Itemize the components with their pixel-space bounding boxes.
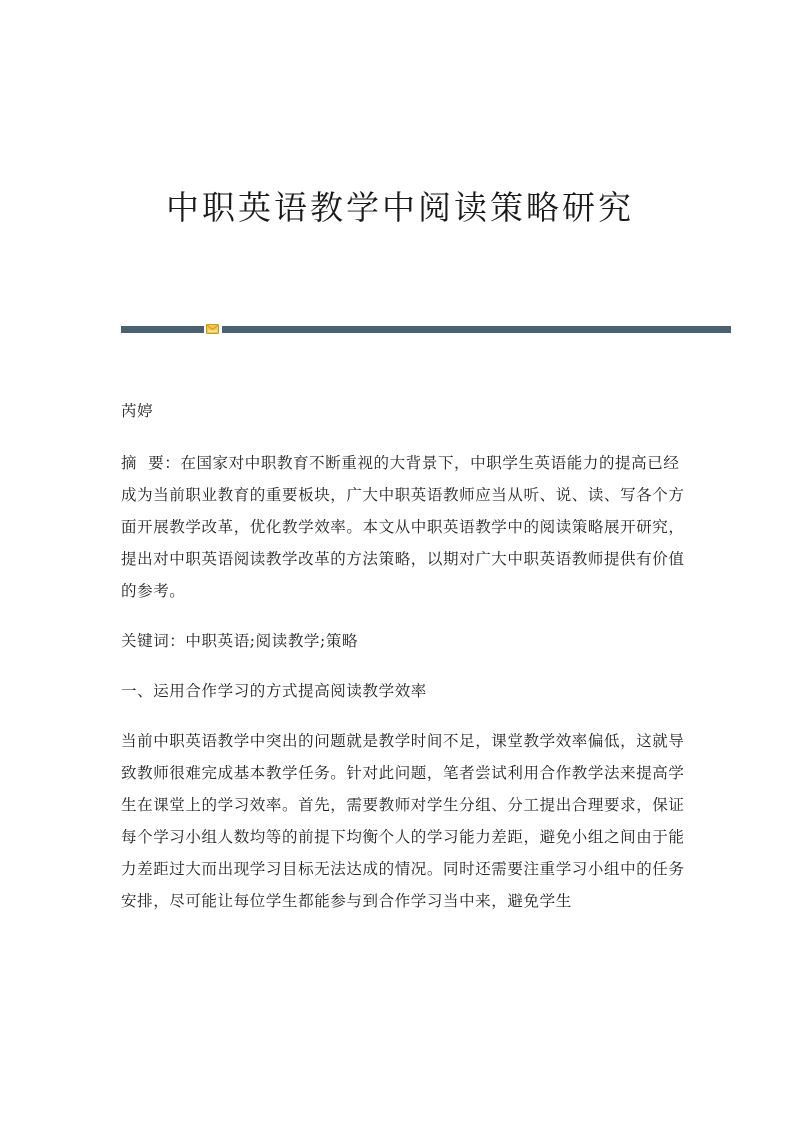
document-body [121, 395, 686, 936]
section-body-paragraph: 当前中职英语教学中突出的问题就是教学时间不足，课堂教学效率偏低，这就导致教师很难完成基本教学任务。针对此问题，笔者尝试利用合作教学法来提高学生在课堂上的学习效率。首先，需要教师对学生分组、分工提出合理要求，保证每个学习小组人数均等的前提下均衡个人的学习能力差距，避免小组之间由于能力差距过大而出现学习目标无法达成的情况。同时还需要注重学习小组中的任务安排，尽可能让每位学生都能参与到合作学习当中来，避免学生 [121, 732, 685, 910]
envelope-icon [206, 324, 219, 334]
keywords-label: 关键词： [121, 632, 186, 650]
keywords-text: 中职英语;阅读教学;策略 [185, 632, 359, 650]
abstract-paragraph [121, 447, 686, 607]
section-heading: 一、运用合作学习的方式提高阅读教学效率 [121, 682, 427, 700]
author-name: 芮婷 [121, 402, 154, 420]
keywords-paragraph [121, 625, 686, 657]
abstract-label: 摘 要： [121, 454, 181, 472]
divider-bar-left [121, 326, 204, 333]
title-divider [121, 326, 731, 333]
abstract-text: 在国家对中职教育不断重视的大背景下，中职学生英语能力的提高已经成为当前职业教育的重要板块，广大中职英语教师应当从听、说、读、写各个方面开展教学改革，优化教学效率。本文从中职英语教学中的阅读策略展开研究，提出对中职英语阅读教学改革的方法策略，以期对广大中职英语教师提供有价值的参考。 [121, 454, 685, 600]
divider-bar-right [222, 326, 731, 333]
document-title: 中职英语教学中阅读策略研究 [166, 188, 634, 227]
